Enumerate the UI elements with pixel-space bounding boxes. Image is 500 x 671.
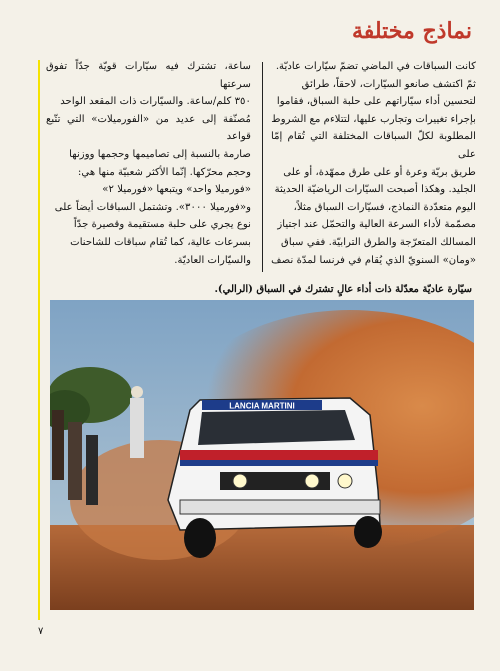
rally-car-photo bbox=[50, 300, 474, 610]
text-line: «ومان» السنويّ الذي يُقام في فرنسا لمدّة نصف bbox=[271, 254, 476, 266]
text-line: ثمّ اكتشف صانعو السيّارات، لاحقاً، طرائق bbox=[301, 78, 476, 90]
text-column-right bbox=[271, 58, 476, 269]
page-number: ٧ bbox=[38, 626, 44, 637]
text-line: لتحسين أداء سيّاراتهم على حلبة السباق، فقاموا bbox=[276, 96, 476, 108]
text-line: بسرعات عالية، كما تُقام سباقات للشاحنات bbox=[70, 236, 251, 248]
column-divider bbox=[262, 62, 263, 272]
text-line: الجليد. وهكذا أصبحت السيّارات الرياضيّة الحديثة bbox=[274, 184, 476, 196]
car-livery-text: LANCIA MARTINI bbox=[229, 401, 295, 411]
text-line: صارمة بالنسبة إلى تصاميمها وحجمها ووزنها bbox=[69, 148, 251, 160]
text-line: بإجراء تغييرات وتجارب عليها، لتتلاءم مع الشروط bbox=[271, 113, 476, 125]
text-line: و«فورميلا ٣٠٠٠». وتشتمل السباقات أيضاً على bbox=[54, 201, 251, 213]
text-line: المطلوبة لكلّ السباقات المختلفة التي تُقام إمّا على bbox=[271, 131, 476, 160]
side-accent-rule bbox=[38, 60, 40, 620]
text-line: طريق بريّة وعرة أو على طرق ممهّدة، أو على bbox=[283, 166, 476, 178]
text-line: «فورميلا واحد» ويتبعها «فورميلا ٢» bbox=[102, 184, 251, 196]
text-line: كانت السباقات في الماضي تضمّ سيّارات عاديّة. bbox=[275, 61, 476, 72]
text-line: ساعة، تشترك فيه سيّارات قويّة جدّاً تفوق سرعتها bbox=[46, 61, 251, 90]
text-line: مصمّمة لأداء السرعة العالية والتحمّل عند اجتياز bbox=[277, 219, 476, 231]
page-title: نماذج مختلفة bbox=[351, 18, 472, 44]
text-line: وحجم محرّكها. إنّما الأكثر شعبيّة منها هي: bbox=[77, 166, 251, 178]
text-line: المسالك المتعرّجة والطرق الترابيّة. ففي سباق bbox=[280, 236, 476, 248]
text-line: مُصنّفة إلى عديد من «الفورميلات» التي تتّبع قواعد bbox=[46, 113, 251, 143]
text-line: ٣٥٠ كلم/ساعة. والسيّارات ذات المقعد الواحد bbox=[60, 96, 251, 108]
text-column-left bbox=[46, 58, 251, 269]
figure-caption: سيّارة عاديّة معدّلة ذات أداء عالٍ تشترك في السباق (الرالي). bbox=[214, 284, 472, 295]
text-line: اليوم متعدّدة النماذج، فسيّارات السباق مثلاً، bbox=[293, 201, 476, 213]
text-line: نوع يجري على حلبة مستقيمة وقصيرة جدّاً bbox=[73, 219, 251, 231]
text-line: والسيّارات العاديّة. bbox=[174, 254, 251, 266]
